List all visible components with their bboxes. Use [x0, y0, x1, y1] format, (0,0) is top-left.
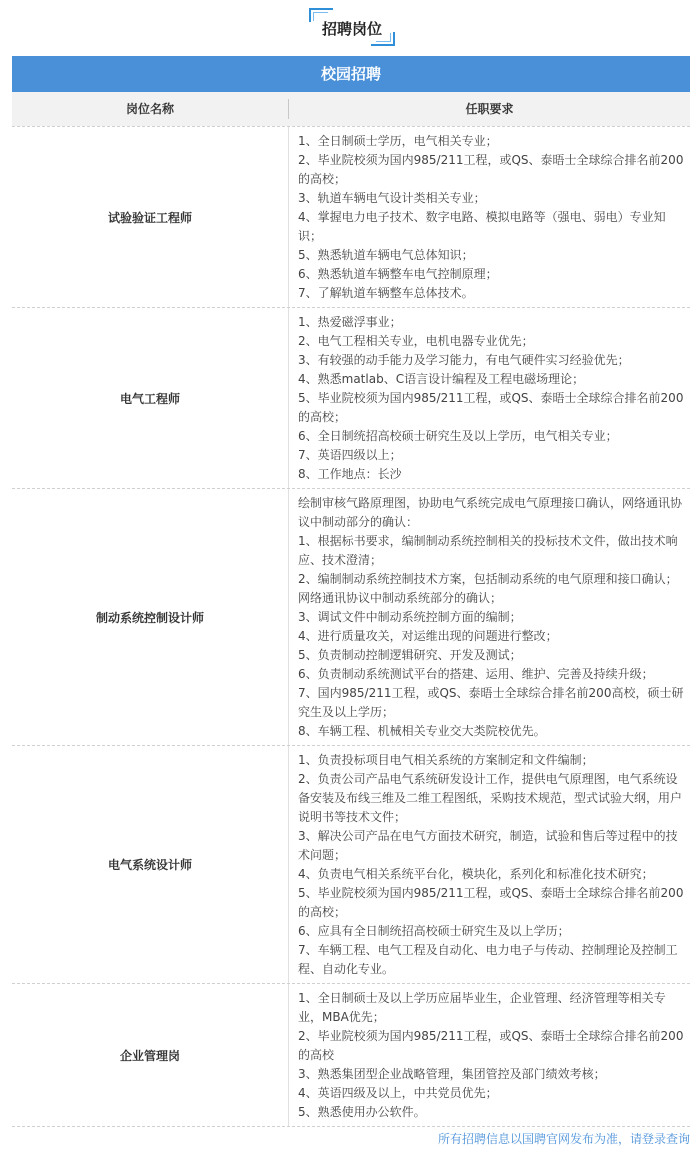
requirement-item: 6、负责制动系统测试平台的搭建、运用、维护、完善及持续升级；	[298, 667, 654, 681]
requirement-item: 1、负责投标项目电气相关系统的方案制定和文件编制；	[298, 753, 594, 767]
requirement-item: 1、全日制硕士学历，电气相关专业；	[298, 134, 498, 148]
table-row	[12, 126, 690, 308]
header-position: 岗位名称	[125, 102, 174, 116]
requirement-item: 2、毕业院校须为国内985/211工程，或QS、泰晤士全球综合排名前200的高校；	[298, 153, 684, 186]
requirement-item: 2、编制制动系统控制技术方案，包括制动系统的电气原理和接口确认；网络通讯协议中制动系统部分的确认；	[298, 572, 678, 605]
requirement-item: 7、国内985/211工程，或QS、泰晤士全球综合排名前200高校，硕士研究生及以上学历；	[298, 686, 684, 719]
job-title: 制动系统控制设计师	[12, 489, 289, 745]
requirement-item: 7、车辆工程、电气工程及自动化、电力电子与传动、控制理论及控制工程、自动化专业。	[298, 943, 678, 976]
page-title: 招聘岗位	[321, 20, 382, 38]
header-requirements: 任职要求	[465, 102, 514, 116]
requirement-item: 4、进行质量攻关，对运维出现的问题进行整改；	[298, 629, 558, 643]
requirement-item: 3、轨道车辆电气设计类相关专业；	[298, 191, 486, 205]
job-requirements	[289, 984, 690, 1126]
job-requirements	[289, 308, 690, 488]
requirement-item: 5、毕业院校须为国内985/211工程，或QS、泰晤士全球综合排名前200的高校；	[298, 886, 684, 919]
requirement-item: 3、有较强的动手能力及学习能力，有电气硬件实习经验优先；	[298, 353, 630, 367]
requirement-item: 6、应具有全日制统招高校硕士研究生及以上学历；	[298, 924, 570, 938]
requirement-item: 5、负责制动控制逻辑研究、开发及测试；	[298, 648, 522, 662]
table-row	[12, 308, 690, 489]
job-title: 电气系统设计师	[12, 746, 289, 983]
requirement-item: 7、英语四级以上；	[298, 448, 402, 462]
requirement-item: 4、英语四级及以上，中共党员优先；	[298, 1086, 498, 1100]
requirement-item: 4、熟悉matlab、C语言设计编程及工程电磁场理论；	[298, 372, 585, 386]
table-header	[12, 92, 690, 126]
requirement-item: 1、热爱磁浮事业；	[298, 315, 402, 329]
requirement-item: 5、熟悉轨道车辆电气总体知识；	[298, 248, 474, 262]
requirement-item: 3、熟悉集团型企业战略管理，集团管控及部门绩效考核；	[298, 1067, 606, 1081]
job-requirements	[289, 489, 690, 745]
requirement-item: 3、调试文件中制动系统控制方面的编制；	[298, 610, 522, 624]
requirement-item: 4、负责电气相关系统平台化，模块化，系列化和标准化技术研究；	[298, 867, 654, 881]
requirement-item: 6、全日制统招高校硕士研究生及以上学历，电气相关专业；	[298, 429, 618, 443]
job-title: 试验验证工程师	[12, 127, 289, 307]
requirement-item: 6、熟悉轨道车辆整车电气控制原理；	[298, 267, 498, 281]
requirement-item: 4、掌握电力电子技术、数字电路、模拟电路等（强电、弱电）专业知识；	[298, 210, 666, 243]
title-frame	[309, 8, 395, 46]
requirement-item: 1、根据标书要求，编制制动系统控制相关的投标技术文件，做出技术响应、技术澄清；	[298, 534, 678, 567]
footer-note: 所有招聘信息以国聘官网发布为准，请登录查询	[437, 1132, 690, 1146]
requirement-item: 8、车辆工程、机械相关专业交大类院校优先。	[298, 724, 546, 738]
requirement-item: 3、解决公司产品在电气方面技术研究，制造，试验和售后等过程中的技术问题；	[298, 829, 678, 862]
table-row	[12, 984, 690, 1127]
requirement-item: 2、电气工程相关专业，电机电器专业优先；	[298, 334, 534, 348]
job-title: 企业管理岗	[12, 984, 289, 1126]
requirement-item: 2、负责公司产品电气系统研发设计工作，提供电气原理图，电气系统设备安装及布线三维及二维工程图纸，采购技术规范，型式试验大纲，用户说明书等技术文件；	[298, 772, 683, 824]
jobs-table	[12, 126, 690, 1127]
table-row	[12, 489, 690, 746]
job-requirements	[289, 746, 690, 983]
requirement-item: 7、了解轨道车辆整车总体技术。	[298, 286, 474, 300]
requirement-item: 5、熟悉使用办公软件。	[298, 1105, 426, 1119]
requirement-item: 2、毕业院校须为国内985/211工程，或QS、泰晤士全球综合排名前200的高校	[298, 1029, 684, 1062]
job-title: 电气工程师	[12, 308, 289, 488]
requirement-item: 1、全日制硕士及以上学历应届毕业生，企业管理、经济管理等相关专业，MBA优先；	[298, 991, 666, 1024]
requirement-item: 5、毕业院校须为国内985/211工程，或QS、泰晤士全球综合排名前200的高校；	[298, 391, 684, 424]
requirement-item: 8、工作地点：长沙	[298, 467, 402, 481]
page-header	[0, 0, 700, 56]
job-requirements	[289, 127, 690, 307]
requirement-item: 绘制审核气路原理图，协助电气系统完成电气原理接口确认，网络通讯协议中制动部分的确认：	[298, 496, 683, 529]
table-row	[12, 746, 690, 984]
section-banner: 校园招聘	[12, 56, 690, 92]
